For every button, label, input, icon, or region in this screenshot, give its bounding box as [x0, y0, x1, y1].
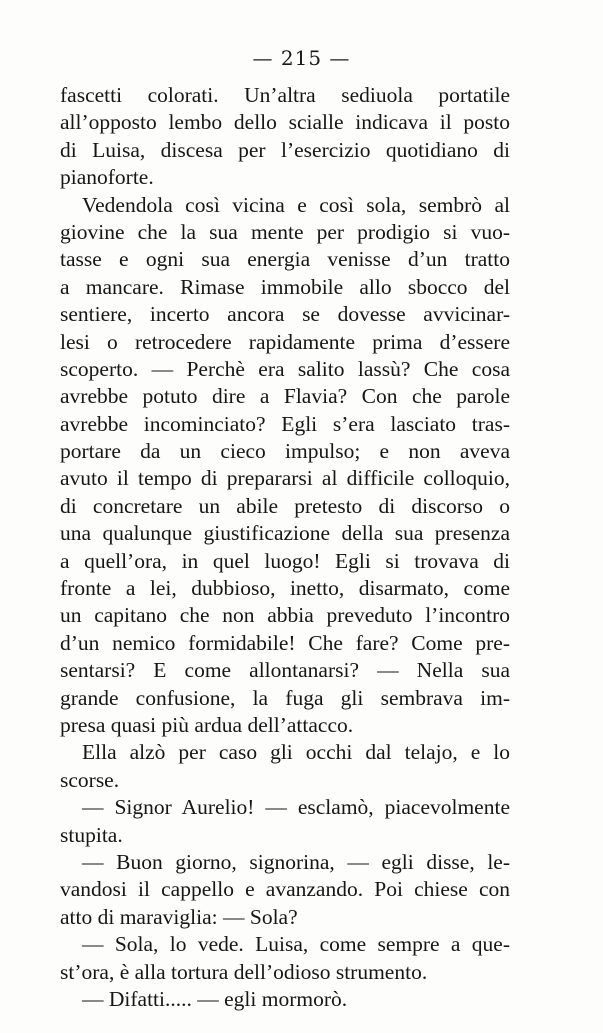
text-line: di Luisa, discesa per l’esercizio quotidiano di [60, 137, 510, 162]
text-line: scoperto. — Perchè era salito lassù? Che cosa [60, 356, 510, 381]
text-line: — Sola, lo vede. Luisa, come sempre a que- [82, 932, 510, 957]
text-line: a mancare. Rimase immobile allo sbocco del [60, 274, 510, 299]
text-line: di concretare un abile pretesto di discorso o [60, 493, 510, 518]
text-line: vandosi il cappello e avanzando. Poi chiese con [60, 877, 510, 902]
text-line: presa quasi più ardua dell’attacco. [60, 712, 354, 737]
text-line: stupita. [60, 822, 123, 847]
text-line: — Signor Aurelio! — esclamò, piacevolmente [82, 795, 510, 820]
text-line: tasse e ogni sua energia venisse d’un tratto [60, 247, 510, 272]
text-line: d’un nemico formidabile! Che fare? Come pre- [60, 630, 510, 655]
text-line: una qualunque giustificazione della sua presenza [60, 521, 510, 546]
text-line: avuto il tempo di prepararsi al difficile colloquio, [60, 466, 510, 491]
text-line: avrebbe potuto dire a Flavia? Con che parole [60, 384, 510, 409]
text-line: giovine che la sua mente per prodigio si vuo- [60, 219, 510, 244]
text-line: un capitano che non abbia preveduto l’incontro [60, 603, 510, 628]
text-line: scorse. [60, 767, 120, 792]
text-line: pianoforte. [60, 165, 154, 190]
text-line: atto di maraviglia: — Sola? [60, 904, 298, 929]
text-line: a quell’ora, in quel luogo! Egli si trovava di [60, 548, 510, 573]
text-line: grande confusione, la fuga gli sembrava im- [60, 685, 510, 710]
text-line: portare da un cieco impulso; e non aveva [60, 439, 510, 464]
body-text [60, 82, 510, 1013]
text-line: sentarsi? E come allontanarsi? — Nella sua [60, 658, 510, 683]
page-number: — 215 — [252, 46, 351, 70]
text-line: all’opposto lembo dello scialle indicava il posto [60, 110, 510, 135]
text-line: lesi o retrocedere rapidamente prima d’essere [60, 329, 510, 354]
text-line: avrebbe incominciato? Egli s’era lasciato tras- [60, 411, 510, 436]
text-line: — Difatti..... — egli mormorò. [82, 986, 348, 1011]
text-line: Ella alzò per caso gli occhi dal telajo, e lo [82, 740, 510, 765]
text-line: st’ora, è alla tortura dell’odioso strumento. [60, 959, 428, 984]
text-line: sentiere, incerto ancora se dovesse avvicinar- [60, 302, 510, 327]
text-line: fronte a lei, dubbioso, inetto, disarmato, come [60, 576, 510, 601]
text-line: fascetti colorati. Un’altra sediuola portatile [60, 83, 510, 107]
text-line: — Buon giorno, signorina, — egli disse, le- [82, 849, 510, 874]
text-line: Vedendola così vicina e così sola, sembrò al [82, 192, 510, 217]
